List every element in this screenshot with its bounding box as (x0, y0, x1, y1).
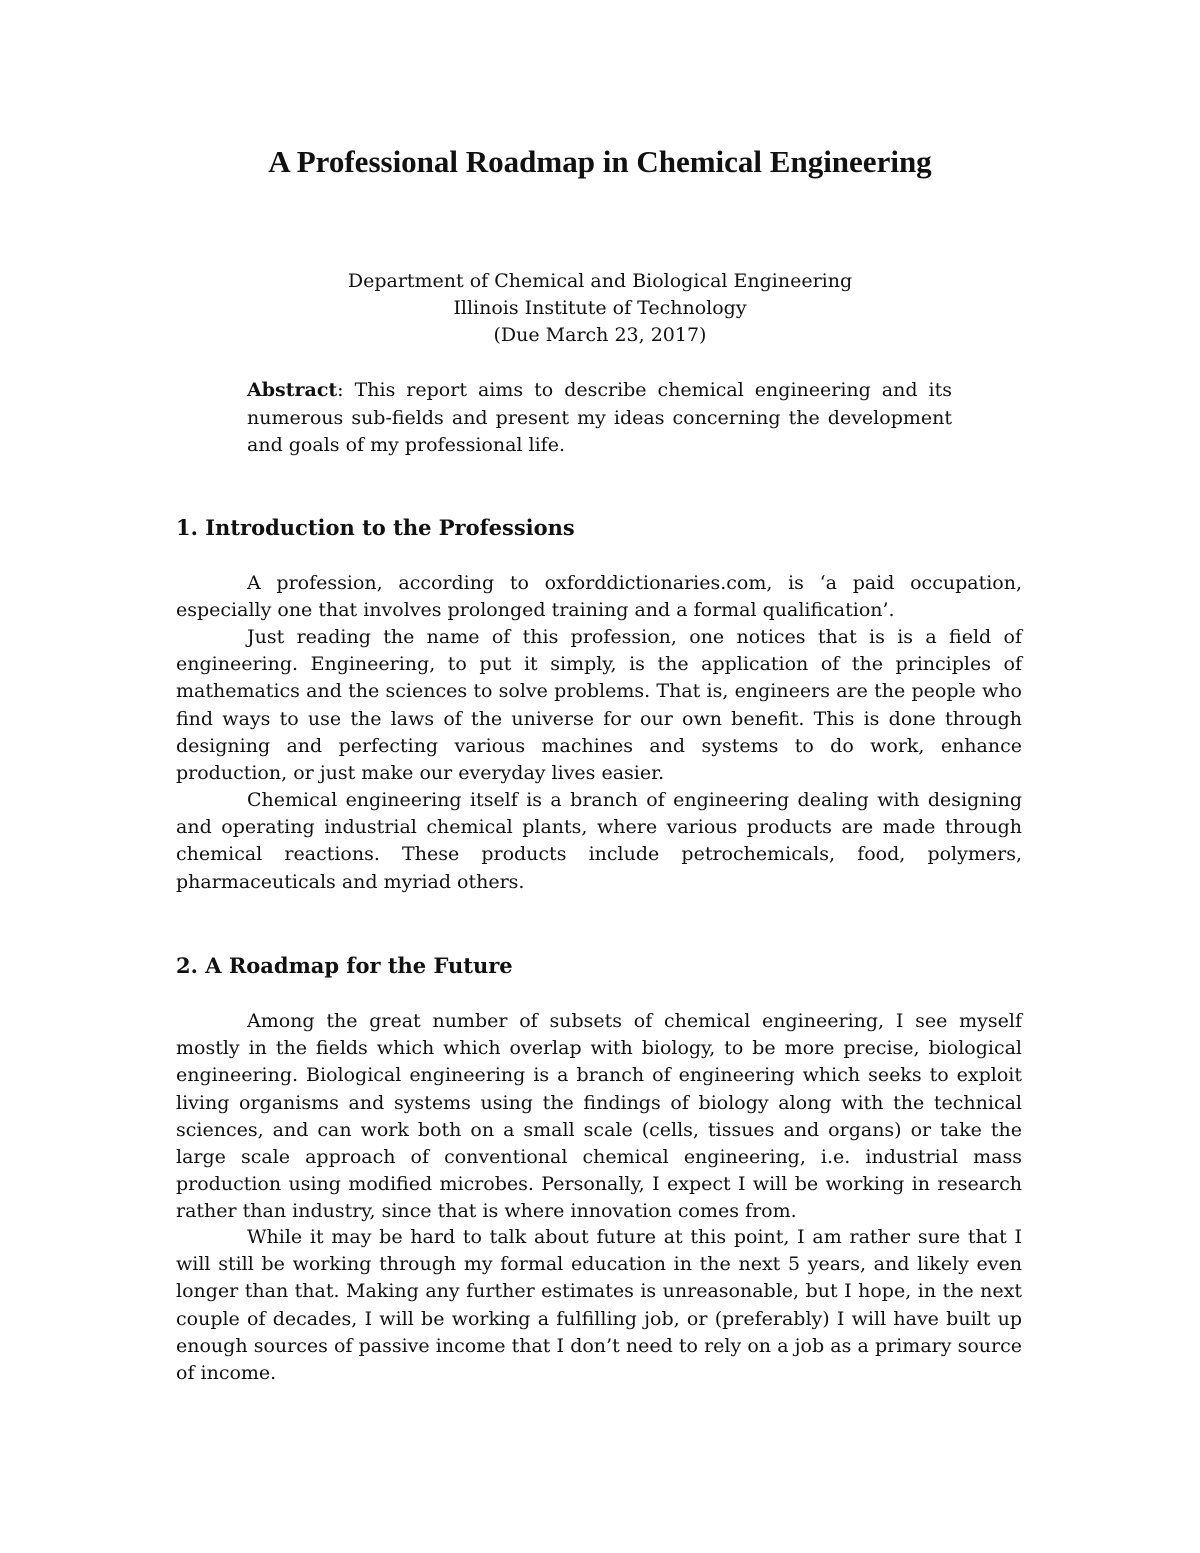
section-heading-introduction: 1. Introduction to the Professions (176, 515, 575, 540)
department-line: Department of Chemical and Biological Engineering (347, 270, 853, 292)
paragraph-chemical-engineering: Chemical engineering itself is a branch of engineering dealing with designing and operating industrial chemical plants, where various products are made through chemical reactions. These products include petrochemicals, food, polymers, pharmaceuticals and myriad others. (176, 789, 1022, 893)
due-date-line: (Due March 23, 2017) (493, 324, 707, 346)
abstract-block (247, 377, 952, 460)
abstract-separator: : (337, 379, 355, 401)
abstract-text: This report aims to describe chemical engineering and its numerous sub-fields and present my ideas concerning the development and goals of my professional life. (247, 379, 952, 456)
institute-line: Illinois Institute of Technology (453, 297, 747, 319)
document-title: A Professional Roadmap in Chemical Engineering (268, 144, 932, 179)
paragraph-profession-definition: A profession, according to oxforddictionaries.com, is ‘a paid occupation, especially one that involves prolonged training and a formal qualification’. (176, 572, 1022, 622)
paragraph-biological-engineering: Among the great number of subsets of chemical engineering, I see myself mostly in the fields which which overlap with biology, to be more precise, biological engineering. Biological engineering is a branch of engineering which seeks to exploit living organisms and systems using the findings of biology along with the technical sciences, and can work both on a small scale (cells, tissues and organs) or take the large scale approach of conventional chemical engineering, i.e. industrial mass production using modified microbes. Personally, I expect I will be working in research rather than industry, since that is where innovation comes from. (176, 1010, 1022, 1223)
paragraph-engineering: Just reading the name of this profession, one notices that is is a field of engineering. Engineering, to put it simply, is the application of the principles of mathematics and the sciences to solve problems. That is, engineers are the people who find ways to use the laws of the universe for our own benefit. This is done through designing and perfecting various machines and systems to do work, enhance production, or just make our everyday lives easier. (176, 626, 1022, 785)
paragraph-future-plans: While it may be hard to talk about future at this point, I am rather sure that I will still be working through my formal education in the next 5 years, and likely even longer than that. Making any further estimates is unreasonable, but I hope, in the next couple of decades, I will be working a fulfilling job, or (preferably) I will have built up enough sources of passive income that I don’t need to rely on a job as a primary source of income. (176, 1226, 1022, 1385)
abstract-label: Abstract (247, 379, 338, 401)
section-heading-roadmap: 2. A Roadmap for the Future (176, 953, 513, 978)
